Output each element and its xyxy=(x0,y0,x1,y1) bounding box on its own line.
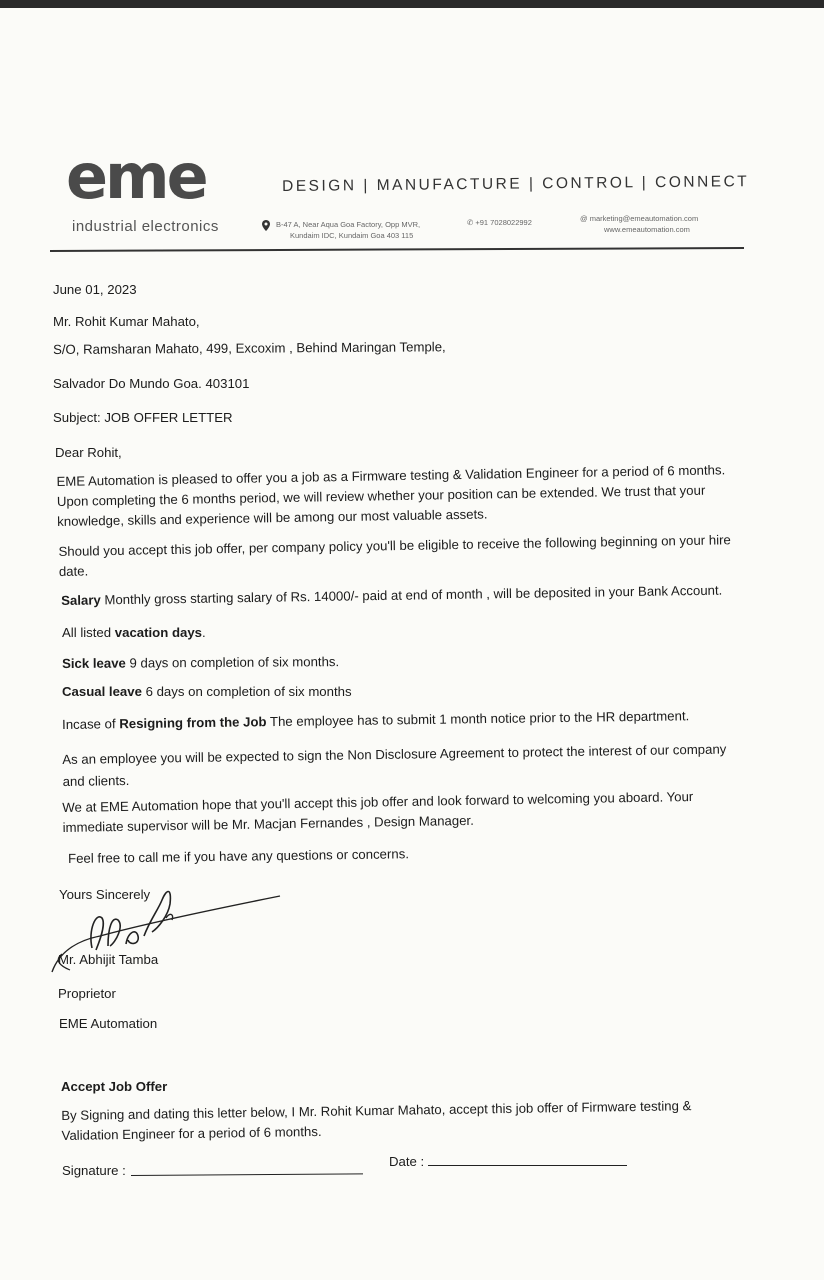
offer-line-3: knowledge, skills and experience will be among our most valuable assets. xyxy=(57,506,488,529)
letter-subject: Subject: JOB OFFER LETTER xyxy=(53,410,233,425)
website: www.emeautomation.com xyxy=(604,225,690,234)
address-line-2: Kundaim IDC, Kundaim Goa 403 115 xyxy=(290,231,414,240)
offer-line-1: EME Automation is pleased to offer you a job as a Firmware testing & Validation Engineer for a period of 6 months. xyxy=(56,462,726,489)
recipient-address-2: Salvador Do Mundo Goa. 403101 xyxy=(53,376,250,391)
resignation-label: Resigning from the Job xyxy=(119,714,267,732)
email-address: marketing@emeautomation.com xyxy=(589,214,699,223)
date-field[interactable] xyxy=(428,1165,627,1166)
salary-text: Monthly gross starting salary of Rs. 14000/- paid at end of month , will be deposited in your Bank Account. xyxy=(100,582,723,608)
photo-top-edge xyxy=(0,0,824,8)
date-label: Date : xyxy=(389,1154,425,1169)
recipient-address-1: S/O, Ramsharan Mahato, 499, Excoxim , Behind Maringan Temple, xyxy=(53,339,446,357)
eligibility-line-2: date. xyxy=(58,563,89,579)
welcome-line-1: We at EME Automation hope that you'll accept this job offer and look forward to welcoming you aboard. Your xyxy=(62,788,694,815)
nda-line-1: As an employee you will be expected to sign the Non Disclosure Agreement to protect the interest of our company xyxy=(62,741,727,767)
letterhead-address xyxy=(276,219,420,241)
vacation-prefix: All listed xyxy=(62,625,115,640)
accept-offer-heading: Accept Job Offer xyxy=(61,1079,168,1094)
signer-name: Mr. Abhijit Tamba xyxy=(58,952,159,967)
eligibility-line-1: Should you accept this job offer, per company policy you'll be eligible to receive the following beginning on your hire xyxy=(58,532,731,559)
letterhead-phone xyxy=(467,217,532,228)
phone-icon: ✆ xyxy=(467,218,476,227)
vacation-suffix: . xyxy=(202,625,206,640)
casual-leave-text: 6 days on completion of six months xyxy=(141,684,352,699)
welcome-line-2: immediate supervisor will be Mr. Macjan Fernandes , Design Manager. xyxy=(62,812,474,835)
signer-title: Proprietor xyxy=(58,986,116,1001)
signature-label: Signature : xyxy=(62,1163,126,1178)
closing: Yours Sincerely xyxy=(59,887,151,902)
letterhead-email-web xyxy=(580,213,698,235)
casual-leave-line xyxy=(62,684,352,699)
salutation: Dear Rohit, xyxy=(55,445,122,460)
letter-date: June 01, 2023 xyxy=(53,282,137,297)
contact-invitation: Feel free to call me if you have any questions or concerns. xyxy=(68,846,410,866)
vacation-label: vacation days xyxy=(114,625,203,640)
salary-label: Salary xyxy=(61,592,101,608)
acceptance-line-1: By Signing and dating this letter below, I Mr. Rohit Kumar Mahato, accept this job offer of Firmware testing & xyxy=(61,1098,692,1123)
company-logo: eme xyxy=(66,140,206,213)
recipient-name: Mr. Rohit Kumar Mahato, xyxy=(53,314,200,329)
acceptance-line-2: Validation Engineer for a period of 6 months. xyxy=(61,1123,322,1143)
offer-line-2: Upon completing the 6 months period, we will review whether your position can be extended. We trust that your xyxy=(56,482,706,509)
company-logo-subtitle: industrial electronics xyxy=(72,218,219,235)
phone-number: +91 7028022992 xyxy=(475,218,532,227)
address-line-1: B-47 A, Near Aqua Goa Factory, Opp MVR, xyxy=(276,220,421,229)
casual-leave-label: Casual leave xyxy=(62,684,142,699)
sick-leave-text: 9 days on completion of six months. xyxy=(125,654,340,671)
email-icon: @ xyxy=(580,214,590,223)
signer-company: EME Automation xyxy=(59,1016,158,1031)
nda-line-2: and clients. xyxy=(62,772,130,789)
resignation-prefix: Incase of xyxy=(62,716,120,732)
vacation-line xyxy=(62,625,206,640)
sick-leave-label: Sick leave xyxy=(62,655,126,671)
letterhead-tagline: DESIGN | MANUFACTURE | CONTROL | CONNECT xyxy=(282,173,750,195)
sick-leave-line xyxy=(62,654,339,671)
location-pin-icon xyxy=(262,220,270,231)
resignation-text: The employee has to submit 1 month notice prior to the HR department. xyxy=(266,708,690,730)
